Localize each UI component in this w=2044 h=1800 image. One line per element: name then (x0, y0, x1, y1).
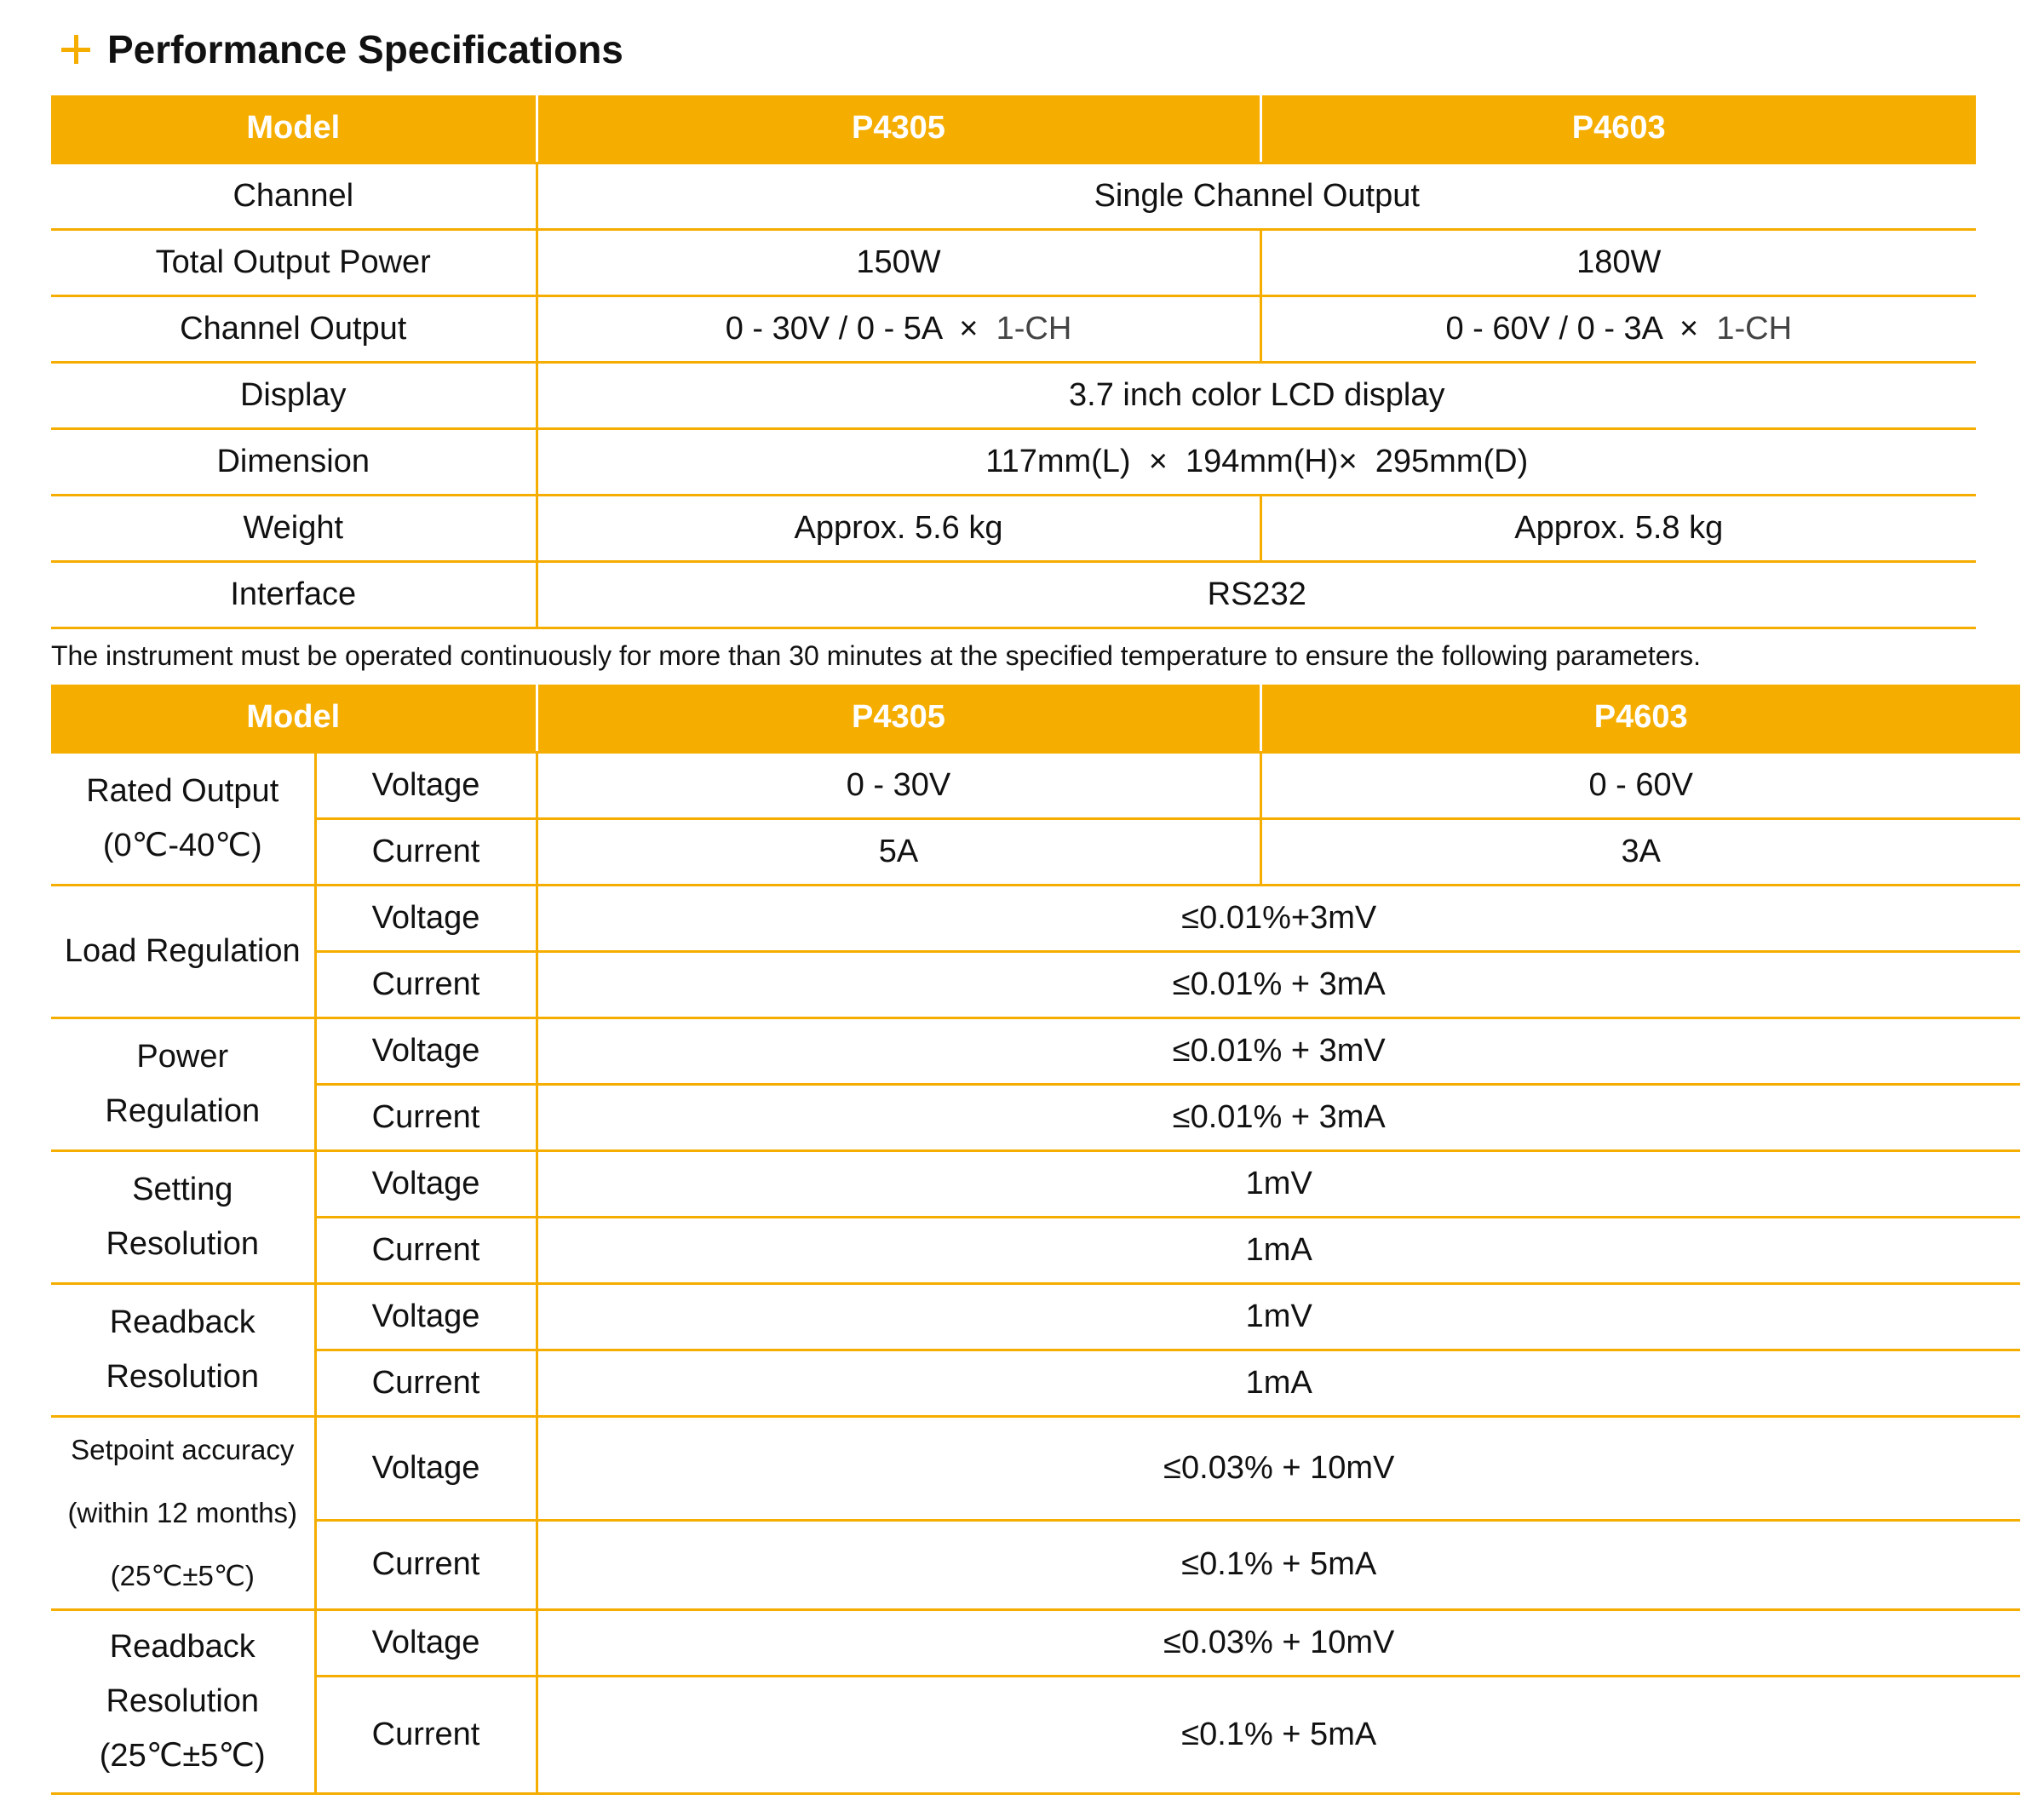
header-model: Model (51, 95, 537, 163)
value-weight-p4603: Approx. 5.8 kg (1260, 495, 1976, 561)
table-row (51, 561, 1976, 628)
load-regulation-voltage: ≤0.01%+3mV (537, 885, 2020, 951)
rated-voltage-p4305: 0 - 30V (537, 752, 1260, 818)
group-label-line: Power (136, 1039, 229, 1075)
readback-resolution-current: 1mA (537, 1350, 2020, 1416)
setpoint-accuracy-voltage: ≤0.03% + 10mV (537, 1416, 2020, 1520)
table-row (51, 1609, 2020, 1676)
param-voltage: Voltage (315, 752, 537, 818)
table-header-row (51, 95, 1976, 163)
table-row (51, 1416, 2020, 1520)
value-power-p4305: 150W (537, 229, 1260, 295)
table-header-row (51, 685, 2020, 752)
param-voltage: Voltage (315, 885, 537, 951)
section-heading (61, 22, 623, 77)
table-row (51, 1018, 2020, 1084)
table-row (51, 951, 2020, 1018)
operating-note: The instrument must be operated continuously for more than 30 minutes at the specified temperature to ensure the following parameters. (51, 640, 1702, 671)
output-range-p4305: 0 - 30V / 0 - 5A (725, 310, 942, 347)
group-label-line: Regulation (105, 1093, 261, 1129)
param-current: Current (315, 1350, 537, 1416)
group-label-line: Readback (109, 1629, 256, 1665)
row-label-weight: Weight (51, 495, 537, 561)
group-label-line: (within 12 months) (67, 1496, 298, 1528)
value-dimension: 117mm(L) × 194mm(H)× 295mm(D) (537, 428, 1976, 495)
group-label-line: (0℃-40℃) (102, 828, 262, 863)
param-current: Current (315, 1676, 537, 1793)
header-model: Model (51, 685, 537, 752)
row-label-channel: Channel (51, 163, 537, 229)
param-voltage: Voltage (315, 1609, 537, 1676)
group-label-line: Setting (132, 1172, 233, 1207)
table-row (51, 1520, 2020, 1609)
table-row (51, 1150, 2020, 1217)
group-label-line: Readback (109, 1304, 256, 1340)
row-label-output: Channel Output (51, 295, 537, 362)
value-weight-p4305: Approx. 5.6 kg (537, 495, 1260, 561)
value-channel: Single Channel Output (537, 163, 1976, 229)
setpoint-accuracy-current: ≤0.1% + 5mA (537, 1520, 2020, 1609)
setting-resolution-voltage: 1mV (537, 1150, 2020, 1217)
group-label-line: (25℃±5℃) (99, 1738, 266, 1774)
table-row (51, 752, 2020, 818)
table-row (51, 1350, 2020, 1416)
table-row (51, 163, 1976, 229)
param-voltage: Voltage (315, 1018, 537, 1084)
header-p4603: P4603 (1260, 95, 1976, 163)
header-p4305: P4305 (537, 95, 1260, 163)
group-label-line: (25℃±5℃) (110, 1559, 255, 1591)
plus-icon (61, 35, 90, 64)
table-row (51, 295, 1976, 362)
row-label-display: Display (51, 362, 537, 428)
table-row (51, 1217, 2020, 1283)
value-power-p4603: 180W (1260, 229, 1976, 295)
page-title: Performance Specifications (107, 27, 623, 72)
group-label-readback-accuracy (51, 1609, 315, 1793)
row-label-dimension: Dimension (51, 428, 537, 495)
table-row (51, 1283, 2020, 1350)
group-label-power-regulation (51, 1018, 315, 1150)
table-row (51, 885, 2020, 951)
table-row (51, 495, 1976, 561)
power-regulation-voltage: ≤0.01% + 3mV (537, 1018, 2020, 1084)
table-row (51, 229, 1976, 295)
readback-resolution-voltage: 1mV (537, 1283, 2020, 1350)
param-current: Current (315, 818, 537, 885)
table-row (51, 362, 1976, 428)
group-label-line: Resolution (106, 1683, 260, 1719)
param-current: Current (315, 1084, 537, 1150)
setting-resolution-current: 1mA (537, 1217, 2020, 1283)
header-p4305: P4305 (537, 685, 1260, 752)
output-range-p4603: 0 - 60V / 0 - 3A (1445, 310, 1662, 347)
multiply-sign: × (959, 310, 979, 347)
param-voltage: Voltage (315, 1283, 537, 1350)
param-current: Current (315, 1217, 537, 1283)
header-p4603: P4603 (1260, 685, 2020, 752)
readback-accuracy-voltage: ≤0.03% + 10mV (537, 1609, 2020, 1676)
readback-accuracy-current: ≤0.1% + 5mA (537, 1676, 2020, 1793)
value-output-p4305 (537, 295, 1260, 362)
group-label-line: Resolution (106, 1226, 260, 1262)
value-interface: RS232 (537, 561, 1976, 628)
row-label-power: Total Output Power (51, 229, 537, 295)
table-row (51, 1676, 2020, 1793)
value-display: 3.7 inch color LCD display (537, 362, 1976, 428)
param-voltage: Voltage (315, 1150, 537, 1217)
group-label-line: Rated Output (86, 773, 279, 809)
performance-spec-table (51, 685, 2020, 1795)
group-label-readback-resolution (51, 1283, 315, 1416)
table-row (51, 1084, 2020, 1150)
power-regulation-current: ≤0.01% + 3mA (537, 1084, 2020, 1150)
table-row (51, 818, 2020, 885)
group-label-load-regulation: Load Regulation (51, 885, 315, 1018)
general-spec-table (51, 95, 1976, 629)
group-label-setting-resolution (51, 1150, 315, 1283)
rated-current-p4305: 5A (537, 818, 1260, 885)
channel-count: 1-CH (1716, 310, 1793, 347)
param-current: Current (315, 1520, 537, 1609)
group-label-line: Setpoint accuracy (71, 1433, 295, 1465)
table-row (51, 428, 1976, 495)
group-label-line: Resolution (106, 1359, 260, 1395)
rated-current-p4603: 3A (1260, 818, 2020, 885)
value-output-p4603 (1260, 295, 1976, 362)
param-current: Current (315, 951, 537, 1018)
group-label-rated-output (51, 752, 315, 885)
channel-count: 1-CH (996, 310, 1072, 347)
param-voltage: Voltage (315, 1416, 537, 1520)
multiply-sign: × (1679, 310, 1699, 347)
rated-voltage-p4603: 0 - 60V (1260, 752, 2020, 818)
group-label-setpoint-accuracy (51, 1416, 315, 1609)
row-label-interface: Interface (51, 561, 537, 628)
load-regulation-current: ≤0.01% + 3mA (537, 951, 2020, 1018)
